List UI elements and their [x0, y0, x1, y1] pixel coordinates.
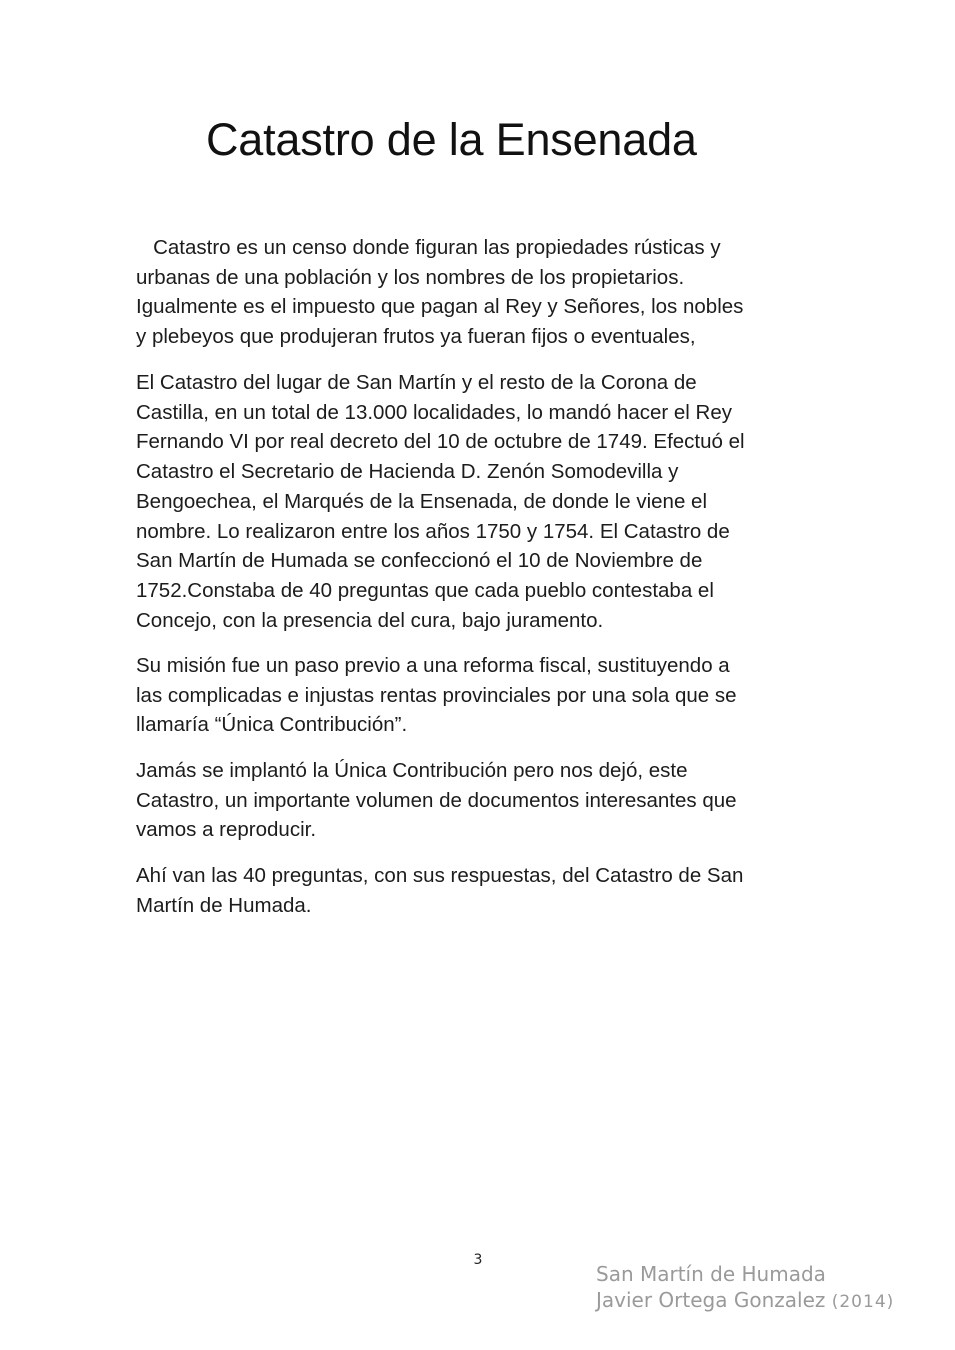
paragraph-line: urbanas de una población y los nombres de los propietarios. — [136, 265, 685, 289]
footer-credit — [596, 1261, 894, 1315]
paragraph-line: Catastro el Secretario de Hacienda D. Zenón Somodevilla y — [136, 460, 679, 484]
paragraph-line: Castilla, en un total de 13.000 localidades, lo mandó hacer el Rey — [136, 400, 733, 424]
paragraph-line: nombre. Lo realizaron entre los años 1750 y 1754. El Catastro de — [136, 519, 730, 543]
paragraph-line: Su misión fue un paso previo a una reforma fiscal, sustituyendo a — [136, 654, 730, 677]
footer-place: San Martín de Humada — [596, 1262, 826, 1286]
footer-author-line — [596, 1287, 894, 1315]
paragraph-line: 1752.Constaba de 40 preguntas que cada pueblo contestaba el — [136, 578, 714, 602]
paragraph-line: El Catastro del lugar de San Martín y el resto de la Corona de — [136, 371, 697, 394]
paragraph-line: Ahí van las 40 preguntas, con sus respuestas, del Catastro de San — [136, 864, 744, 887]
paragraph-line: las complicadas e injustas rentas provinciales por una sola que se — [136, 683, 737, 707]
footer-author: Javier Ortega Gonzalez — [596, 1288, 826, 1312]
paragraph-legacy — [136, 756, 820, 845]
paragraph-line: Igualmente es el impuesto que pagan al Rey y Señores, los nobles — [136, 295, 744, 319]
paragraph-line: Jamás se implantó la Única Contribución pero nos dejó, este — [136, 759, 688, 782]
paragraph-line: y plebeyos que produjeran frutos ya fueran fijos o eventuales, — [136, 325, 696, 349]
page-number: 3 — [473, 1252, 483, 1268]
paragraph-line: Catastro es un censo donde figuran las propiedades rústicas y — [136, 236, 721, 259]
paragraph-intro — [136, 233, 820, 352]
paragraph-history — [136, 368, 820, 635]
paragraph-closing — [136, 861, 820, 920]
paragraph-line: Concejo, con la presencia del cura, bajo juramento. — [136, 608, 604, 632]
paragraph-line: Bengoechea, el Marqués de la Ensenada, de donde le viene el — [136, 489, 708, 513]
paragraph-line: Fernando VI por real decreto del 10 de octubre de 1749. Efectuó el — [136, 430, 745, 454]
paragraph-mission — [136, 651, 820, 740]
paragraph-line: Catastro, un importante volumen de documentos interesantes que — [136, 788, 737, 812]
paragraph-line: vamos a reproducir. — [136, 818, 317, 842]
paragraph-line: San Martín de Humada se confeccionó el 10 de Noviembre de — [136, 549, 703, 573]
paragraph-line: Martín de Humada. — [136, 893, 312, 917]
page-title: Catastro de la Ensenada — [206, 114, 697, 165]
footer-year: (2014) — [831, 1292, 895, 1312]
paragraph-line: llamaría “Única Contribución”. — [136, 713, 408, 737]
